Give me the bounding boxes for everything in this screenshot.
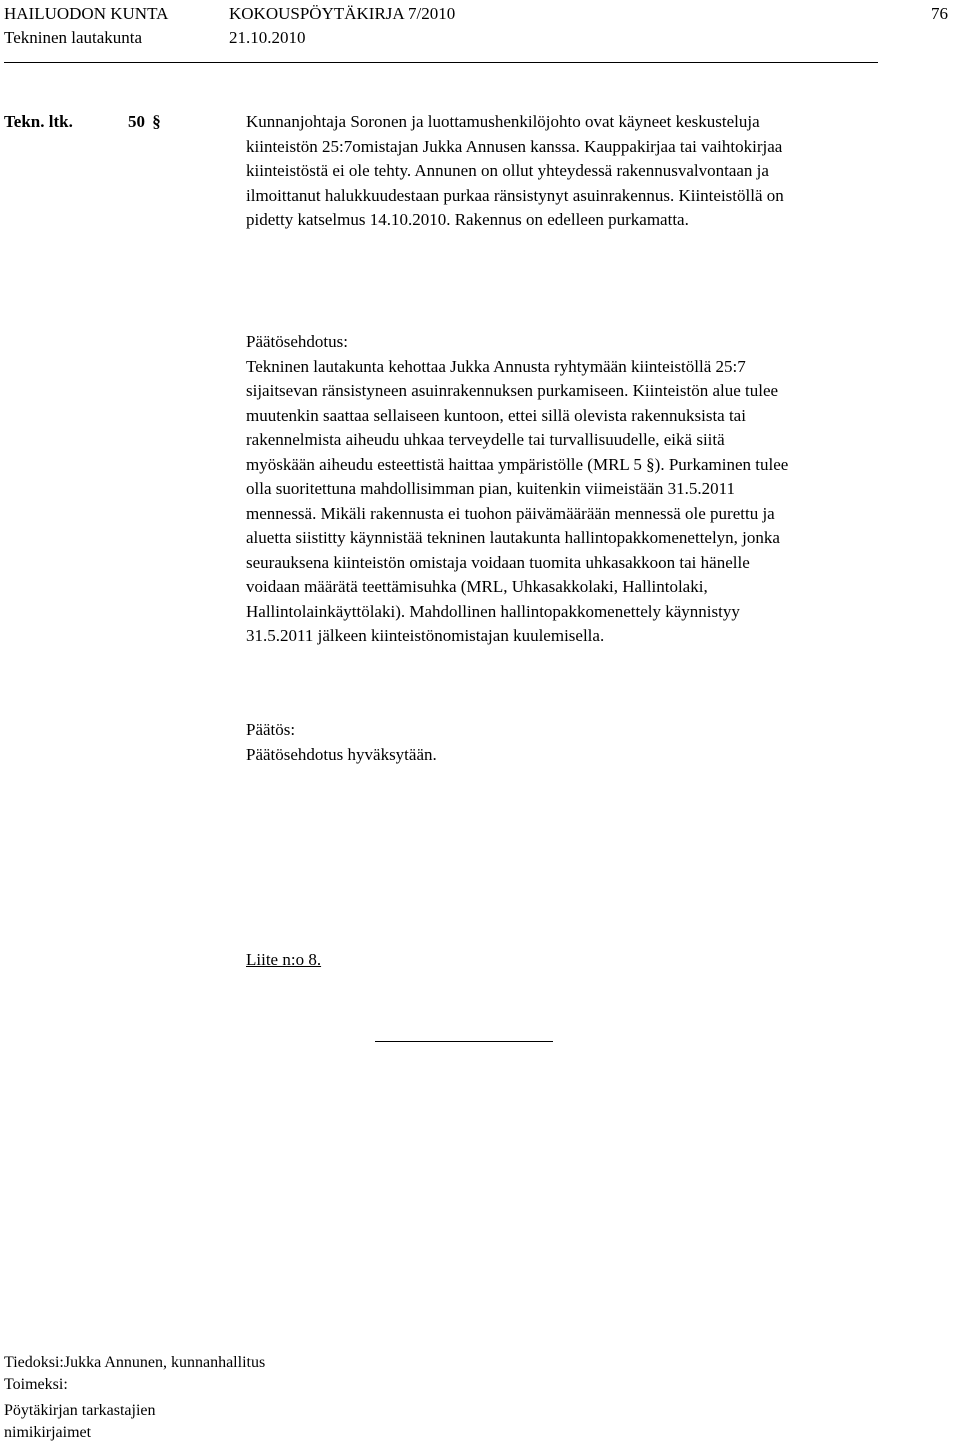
meeting-date: 21.10.2010	[229, 28, 306, 47]
intro-line: pidetty katselmus 14.10.2010. Rakennus on edelleen purkamatta.	[246, 210, 689, 229]
proposal-line: sijaitsevan ränsistyneen asuinrakennuksen purkamiseen. Kiinteistön alue tulee	[246, 381, 779, 400]
attachment-reference: Liite n:o 8.	[246, 950, 322, 969]
intro-line: Kunnanjohtaja Soronen ja luottamushenkilöjohto ovat käyneet keskusteluja	[246, 112, 760, 131]
proposal-line: aluetta siistitty käynnistää tekninen lautakunta hallintopakkomenettelyn, jonka	[246, 528, 780, 547]
proposal-line: rakennelmista aiheudu uhkaa terveydelle tai turvallisuudelle, eikä siitä	[246, 430, 725, 449]
proposal-line: myöskään aiheudu esteettistä haittaa ympäristölle (MRL 5 §). Purkaminen tulee	[246, 454, 789, 474]
document-title: KOKOUSPÖYTÄKIRJA 7/2010	[229, 4, 456, 23]
section-number	[128, 110, 161, 135]
intro-line: ilmoittanut halukkuudestaan purkaa ränsistynyt asuinrakennus. Kiinteistöllä on	[246, 185, 784, 205]
proposal-line: Tekninen lautakunta kehottaa Jukka Annusta ryhtymään kiinteistöllä 25:7	[246, 356, 746, 376]
municipality-name: HAILUODON KUNTA	[4, 4, 169, 23]
committee-name: Tekninen lautakunta	[4, 28, 143, 47]
decision-heading: Päätös:	[246, 720, 296, 739]
footer-action: Toimeksi:	[4, 1376, 68, 1393]
intro-line: kiinteistöstä ei ole tehty. Annunen on ollut yhteydessä rakennusvalvontaan ja	[246, 161, 769, 180]
proposal-line: mennessä. Mikäli rakennusta ei tuohon päivämäärään mennessä ole purettu ja	[246, 503, 775, 523]
section-symbol: §	[152, 112, 161, 131]
intro-line: kiinteistön 25:7omistajan Jukka Annusen kanssa. Kauppakirjaa tai vaihtokirjaa	[246, 136, 783, 156]
proposal-line: olla suoritettuna mahdollisimman pian, kuitenkin viimeistään 31.5.2011	[246, 479, 735, 498]
decision-section	[246, 718, 437, 767]
proposal-line: 31.5.2011 jälkeen kiinteistönomistajan kuulemisella.	[246, 626, 605, 645]
proposal-heading: Päätösehdotus:	[246, 332, 348, 351]
proposal-line: seurauksena kiinteistön omistaja voidaan tuomita uhkasakkoon tai hänelle	[246, 552, 750, 572]
page-number: 76	[931, 4, 948, 23]
section-label: Tekn. ltk.	[4, 112, 73, 131]
signatures-label-line2: nimikirjaimet	[4, 1424, 92, 1441]
proposal-line: Hallintolainkäyttölaki). Mahdollinen hallintopakkomenettely käynnistyy	[246, 601, 740, 621]
proposal-section	[246, 330, 788, 649]
signatures-label-line1: Pöytäkirjan tarkastajien	[4, 1402, 156, 1419]
header-divider	[4, 62, 878, 63]
footer-info: Tiedoksi:Jukka Annunen, kunnanhallitus	[4, 1354, 266, 1371]
decision-text: Päätösehdotus hyväksytään.	[246, 744, 437, 764]
proposal-line: muutenkin saattaa sellaiseen kuntoon, ettei sillä olevista rakennuksista tai	[246, 405, 746, 425]
end-divider	[375, 1041, 553, 1042]
section-number-value: 50	[128, 112, 145, 131]
proposal-line: voidaan määrätä teettämisuhka (MRL, Uhkasakkolaki, Hallintolaki,	[246, 577, 708, 596]
intro-paragraph	[246, 110, 784, 233]
